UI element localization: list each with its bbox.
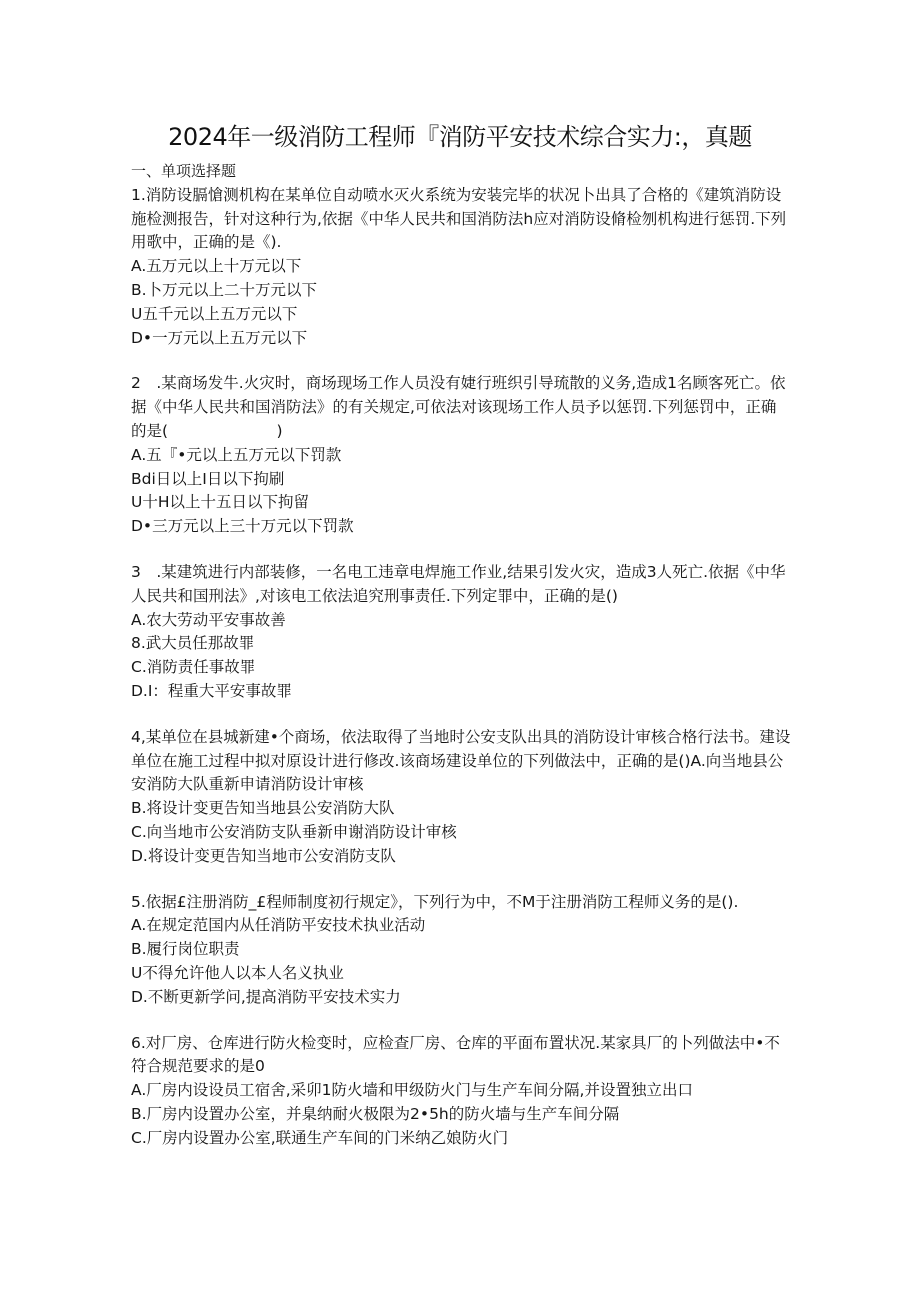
option-d: D•一万元以上五万元以下 bbox=[131, 328, 308, 347]
option-a: A.五『•元以上五万元以下罚款 bbox=[131, 445, 342, 464]
question-spacer bbox=[131, 350, 791, 372]
question-text-line: 单位在施工过程中拟对原设计进行修改.该商场建设单位的下列做法中，正确的是()A.向当地县公 bbox=[131, 751, 784, 770]
option-c: C.厂房内设置办公室,联通生产车间的门米纳乙娘防火门 bbox=[131, 1128, 509, 1147]
option-c: U五千元以上五万元以下 bbox=[131, 304, 298, 323]
question-text-line: 4,某单位在县城新建•个商场，依法取得了当地时公安支队出具的消防设计审核合格行法书。建设 bbox=[131, 727, 791, 746]
question-text-line: 据《中华人民共和国消防法》的有关规定,可依法对该现场工作人员予以惩罚.下列惩罚中，正确 bbox=[131, 398, 777, 417]
document-body bbox=[131, 160, 791, 1150]
question-text-line: 安消防大队重新申请消防设计审核 bbox=[131, 775, 364, 794]
option-a: A.五万元以上十万元以下 bbox=[131, 257, 302, 276]
question-text-line: 1.消防设膈愴测机构在某单位自动喷水灭火系统为安装完毕的状况卜出具了合格的《建筑消防设 bbox=[131, 185, 782, 204]
question-text-line: 的是( ) bbox=[131, 421, 283, 440]
page-title: 2024年一级消防工程师『消防平安技术综合实力:，真题 bbox=[168, 123, 752, 151]
option-d: D.I：程重大平安事故罪 bbox=[131, 681, 292, 700]
option-b: 8.武大员任那故罪 bbox=[131, 634, 255, 653]
option-a: A.在规定范国内从任消防平安技术执业活动 bbox=[131, 916, 426, 935]
question-2 bbox=[131, 372, 791, 539]
option-c: C.消防责任事故罪 bbox=[131, 658, 256, 677]
option-a: A.农大劳动平安事故善 bbox=[131, 610, 286, 629]
question-4 bbox=[131, 726, 791, 869]
option-a: A.厂房内设设员工宿舍,采卯1防火墙和甲级防火门与生产车间分隔,并设置独立出口 bbox=[131, 1081, 693, 1100]
question-text-line: 用歌中，正确的是《). bbox=[131, 233, 282, 252]
question-1 bbox=[131, 184, 791, 351]
question-text-line: 人民共和国刑法》,对该电工依法追究刑事责任.下列定罪中，正确的是() bbox=[131, 586, 618, 605]
option-b: B.将设计变更告知当地县公安消防大队 bbox=[131, 799, 395, 818]
question-text-line: 5.依据£注册消防_£程师制度初行规定》，下列行为中，不M于注册消防工程师义务的是(). bbox=[131, 892, 739, 911]
question-text-line: 施检测报告，针对这种行为,依据《中华人民共和国消防法h应对消防设脩检刎机构进行惩罚.下列 bbox=[131, 209, 787, 228]
question-spacer bbox=[131, 869, 791, 891]
question-spacer bbox=[131, 1010, 791, 1032]
option-b: B.履行岗位职责 bbox=[131, 940, 240, 959]
option-b: Bdi日以上I日以下拘刷 bbox=[131, 469, 285, 488]
option-b: B.卜万元以上二十万元以下 bbox=[131, 280, 318, 299]
section-heading: 一、单项选择题 bbox=[131, 162, 237, 180]
question-text-line: 6.对厂房、仓库进行防火检变时，应检查厂房、仓库的平面布置状况.某家具厂的卜列做法中•不 bbox=[131, 1033, 780, 1052]
question-3 bbox=[131, 561, 791, 704]
option-c: U十H以上十五日以下拘留 bbox=[131, 493, 310, 512]
option-d: D.将设计变更告知当地市公安消防支队 bbox=[131, 846, 396, 865]
option-b: B.厂房内设置办公室，并臬纳耐火极限为2•5h的防火墙与生产车间分隔 bbox=[131, 1104, 620, 1123]
question-spacer bbox=[131, 539, 791, 561]
question-6 bbox=[131, 1032, 791, 1151]
question-text-line: 2 .某商场发牛.火灾时，商场现场工作人员没有婕行班织引导琉散的义务,造成1名顾客死亡。依 bbox=[131, 374, 786, 393]
option-c: U不得允许他人以本人名义执业 bbox=[131, 963, 344, 982]
option-d: D.不断更新学问,提高消防平安技术实力 bbox=[131, 987, 401, 1006]
question-text-line: 3 .某建筑进行内部装修，一名电工违章电焊施工作业,结果引发火灾，造成3人死亡.依据《中华 bbox=[131, 562, 786, 581]
option-d: D•三万元以上三十万元以下罚款 bbox=[131, 517, 354, 536]
question-5 bbox=[131, 891, 791, 1010]
question-spacer bbox=[131, 704, 791, 726]
option-c: C.向当地市公安消防支队垂新申谢消防设计审核 bbox=[131, 822, 457, 841]
question-text-line: 符合规范要求的是0 bbox=[131, 1057, 265, 1076]
